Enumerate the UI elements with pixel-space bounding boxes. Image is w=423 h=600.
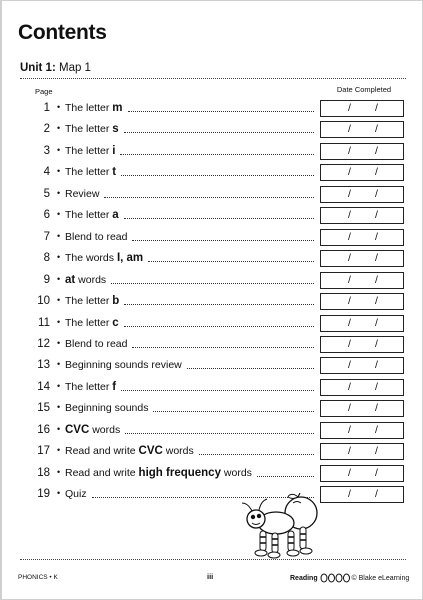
date-separator: / <box>375 273 378 286</box>
dot-leader <box>111 283 314 284</box>
bullet-icon: • <box>57 337 61 348</box>
contents-row <box>2 142 423 162</box>
footer-series-label: PHONICS • K <box>18 574 58 581</box>
lesson-title-bold-part: high frequency <box>138 466 221 479</box>
date-separator: / <box>375 316 378 329</box>
dot-leader <box>153 411 314 412</box>
bug-with-apple-illustration <box>238 489 334 559</box>
page-number: 10 <box>37 295 50 308</box>
lesson-title-part: The words <box>65 252 117 265</box>
bullet-icon: • <box>57 187 61 198</box>
contents-row <box>2 485 423 505</box>
date-completed-box[interactable] <box>320 336 404 353</box>
page-number: 12 <box>37 337 50 350</box>
page-number: 17 <box>37 445 50 458</box>
date-separator: / <box>375 445 378 458</box>
date-completed-box[interactable] <box>320 315 404 332</box>
bullet-icon: • <box>57 209 61 220</box>
bullet-icon: • <box>57 402 61 413</box>
page-number: 2 <box>43 123 50 136</box>
date-separator: / <box>375 488 378 501</box>
contents-row <box>2 120 423 140</box>
lesson-title-bold-part: CVC <box>65 423 90 436</box>
date-completed-box[interactable] <box>320 186 404 203</box>
date-completed-box[interactable] <box>320 379 404 396</box>
lesson-title-part: The letter <box>65 166 113 179</box>
date-separator: / <box>375 123 378 136</box>
date-separator: / <box>348 295 351 308</box>
date-completed-box[interactable] <box>320 272 404 289</box>
bullet-icon: • <box>57 359 61 370</box>
date-completed-box[interactable] <box>320 143 404 160</box>
date-separator: / <box>348 144 351 157</box>
lesson-title-part: words <box>220 466 252 479</box>
dot-leader <box>124 326 314 327</box>
bottom-dotted-divider <box>20 559 406 560</box>
contents-row <box>2 335 423 355</box>
footer-brand-word: Reading <box>290 574 318 582</box>
footer-copyright: © Blake eLearning <box>351 574 410 582</box>
lesson-title-bold-part: t <box>112 166 117 179</box>
lesson-title <box>65 424 120 436</box>
date-separator: / <box>375 380 378 393</box>
lesson-title-bold-part: i <box>112 144 116 157</box>
lesson-title-part: The letter <box>65 144 113 157</box>
bullet-icon: • <box>57 423 61 434</box>
date-separator: / <box>375 337 378 350</box>
page-number: 6 <box>43 209 50 222</box>
lesson-title <box>65 338 127 350</box>
date-completed-box[interactable] <box>320 422 404 439</box>
page-number: 1 <box>43 102 50 114</box>
contents-row <box>2 99 423 119</box>
contents-row <box>2 292 423 312</box>
bullet-icon: • <box>57 252 61 263</box>
lesson-title-part: The letter <box>65 209 113 222</box>
date-separator: / <box>348 466 351 479</box>
lesson-title <box>65 402 148 414</box>
lesson-title <box>65 381 116 393</box>
date-completed-box[interactable] <box>320 229 404 246</box>
bullet-icon: • <box>57 445 61 456</box>
page-number: 11 <box>38 316 50 329</box>
dot-leader <box>125 433 314 434</box>
page-number: 7 <box>43 230 50 243</box>
bullet-icon: • <box>57 316 61 327</box>
date-completed-box[interactable] <box>320 121 404 138</box>
date-separator: / <box>375 230 378 243</box>
page-number: 15 <box>37 402 50 415</box>
lesson-title-bold-part: c <box>112 316 119 329</box>
lesson-title <box>65 274 106 286</box>
date-separator: / <box>348 187 351 200</box>
dot-leader <box>132 347 314 348</box>
lesson-title <box>65 467 252 479</box>
lesson-title-part: Beginning sounds <box>65 402 149 415</box>
date-completed-column-header: Date Completed <box>336 85 392 94</box>
date-separator: / <box>375 166 378 179</box>
date-completed-box[interactable] <box>320 207 404 224</box>
bullet-icon: • <box>57 295 61 306</box>
lesson-title-part: Read and write <box>65 466 139 479</box>
lesson-title <box>65 445 194 457</box>
unit-label: Unit 1: <box>20 62 56 74</box>
lesson-title-bold-part: CVC <box>138 445 163 458</box>
contents-row <box>2 378 423 398</box>
date-completed-box[interactable] <box>320 465 404 482</box>
lesson-title <box>65 317 119 329</box>
date-separator: / <box>348 316 351 329</box>
date-separator: / <box>348 230 351 243</box>
date-separator: / <box>375 402 378 415</box>
footer-page-numeral: iii <box>207 572 214 581</box>
contents-row <box>2 399 423 419</box>
lesson-title-part: The letter <box>65 295 113 308</box>
unit-name: Map 1 <box>58 62 91 74</box>
contents-row <box>2 163 423 183</box>
lesson-title <box>65 359 182 371</box>
page-number: 3 <box>43 144 50 157</box>
date-completed-box[interactable] <box>320 400 404 417</box>
contents-row <box>2 206 423 226</box>
contents-row <box>2 421 423 441</box>
date-separator: / <box>375 295 378 308</box>
date-completed-box[interactable] <box>320 250 404 267</box>
bullet-icon: • <box>57 166 61 177</box>
lesson-title-bold-part: b <box>112 295 120 308</box>
lesson-title <box>65 102 123 114</box>
lesson-title-part: The letter <box>65 102 113 114</box>
date-separator: / <box>348 209 351 222</box>
page-number: 14 <box>37 380 50 393</box>
dot-leader <box>121 390 314 391</box>
date-completed-box[interactable] <box>320 164 404 181</box>
bullet-icon: • <box>57 273 61 284</box>
contents-row <box>2 271 423 291</box>
date-separator: / <box>375 144 378 157</box>
contents-row <box>2 464 423 484</box>
lesson-title <box>65 123 119 135</box>
lesson-title <box>65 252 143 264</box>
lesson-title-bold-part: a <box>112 209 119 222</box>
lesson-title-part: Quiz <box>65 488 87 501</box>
lesson-title-part: The letter <box>65 123 113 136</box>
date-separator: / <box>348 102 351 114</box>
lesson-title <box>65 488 87 500</box>
lesson-title-part: words <box>89 423 121 436</box>
date-separator: / <box>348 252 351 265</box>
date-separator: / <box>375 187 378 200</box>
page-number: 18 <box>37 466 50 479</box>
dot-leader <box>148 261 314 262</box>
dot-leader <box>132 240 314 241</box>
date-separator: / <box>348 380 351 393</box>
lesson-title <box>65 295 119 307</box>
reading-eggs-logo <box>320 573 350 583</box>
date-separator: / <box>375 466 378 479</box>
lesson-title <box>65 231 127 243</box>
lesson-title-part: Beginning sounds review <box>65 359 182 372</box>
bullet-icon: • <box>57 102 61 112</box>
dot-leader <box>128 111 314 112</box>
date-separator: / <box>375 423 378 436</box>
lesson-title-part: Review <box>65 187 100 200</box>
date-separator: / <box>375 209 378 222</box>
lesson-title-bold-part: s <box>112 123 119 136</box>
dot-leader <box>120 154 314 155</box>
lesson-title <box>65 188 99 200</box>
lesson-title-bold-part: m <box>112 102 123 114</box>
lesson-title-part: The letter <box>65 380 113 393</box>
dot-leader <box>199 454 314 455</box>
bullet-icon: • <box>57 144 61 155</box>
bullet-icon: • <box>57 123 61 134</box>
date-separator: / <box>348 359 351 372</box>
unit-heading <box>20 62 91 74</box>
date-separator: / <box>348 402 351 415</box>
lesson-title <box>65 145 115 157</box>
page-number: 5 <box>43 187 50 200</box>
lesson-title-part: Read and write <box>65 445 139 458</box>
dot-leader <box>124 132 314 133</box>
date-separator: / <box>375 252 378 265</box>
lesson-title <box>65 209 119 221</box>
dot-leader <box>187 368 314 369</box>
page-column-header: Page <box>35 87 53 96</box>
dot-leader <box>124 218 314 219</box>
dot-leader <box>257 476 314 477</box>
page-title: Contents <box>18 21 107 44</box>
bullet-icon: • <box>57 380 61 391</box>
contents-row <box>2 356 423 376</box>
date-separator: / <box>348 445 351 458</box>
page-number: 16 <box>37 423 50 436</box>
contents-row <box>2 228 423 248</box>
lesson-title-bold-part: at <box>65 273 76 286</box>
contents-row <box>2 249 423 269</box>
lesson-title <box>65 166 116 178</box>
date-completed-box[interactable] <box>320 357 404 374</box>
lesson-title-bold-part: I, am <box>116 252 144 265</box>
date-separator: / <box>375 359 378 372</box>
page-number: 9 <box>43 273 50 286</box>
lesson-title-part: words <box>75 273 107 286</box>
date-separator: / <box>348 488 351 501</box>
date-separator: / <box>348 273 351 286</box>
page-number: 19 <box>37 488 50 501</box>
lesson-title-bold-part: f <box>112 380 117 393</box>
bullet-icon: • <box>57 488 61 499</box>
lesson-title-part: Blend to read <box>65 230 128 243</box>
date-completed-box[interactable] <box>320 443 404 460</box>
date-separator: / <box>375 102 378 114</box>
date-separator: / <box>348 123 351 136</box>
dot-leader <box>121 175 314 176</box>
contents-row <box>2 185 423 205</box>
page-number: 8 <box>43 252 50 265</box>
date-separator: / <box>348 166 351 179</box>
lesson-title-part: The letter <box>65 316 113 329</box>
lesson-title-part: Blend to read <box>65 337 128 350</box>
date-separator: / <box>348 337 351 350</box>
date-separator: / <box>348 423 351 436</box>
contents-row <box>2 314 423 334</box>
page-number: 13 <box>37 359 50 372</box>
lesson-title-part: words <box>162 445 194 458</box>
footer-publisher <box>290 573 409 583</box>
bullet-icon: • <box>57 466 61 477</box>
date-completed-box[interactable] <box>320 100 404 117</box>
top-dotted-divider <box>20 78 406 79</box>
bullet-icon: • <box>57 230 61 241</box>
date-completed-box[interactable] <box>320 293 404 310</box>
dot-leader <box>124 304 314 305</box>
contents-row <box>2 442 423 462</box>
page-number: 4 <box>43 166 50 179</box>
dot-leader <box>104 197 314 198</box>
